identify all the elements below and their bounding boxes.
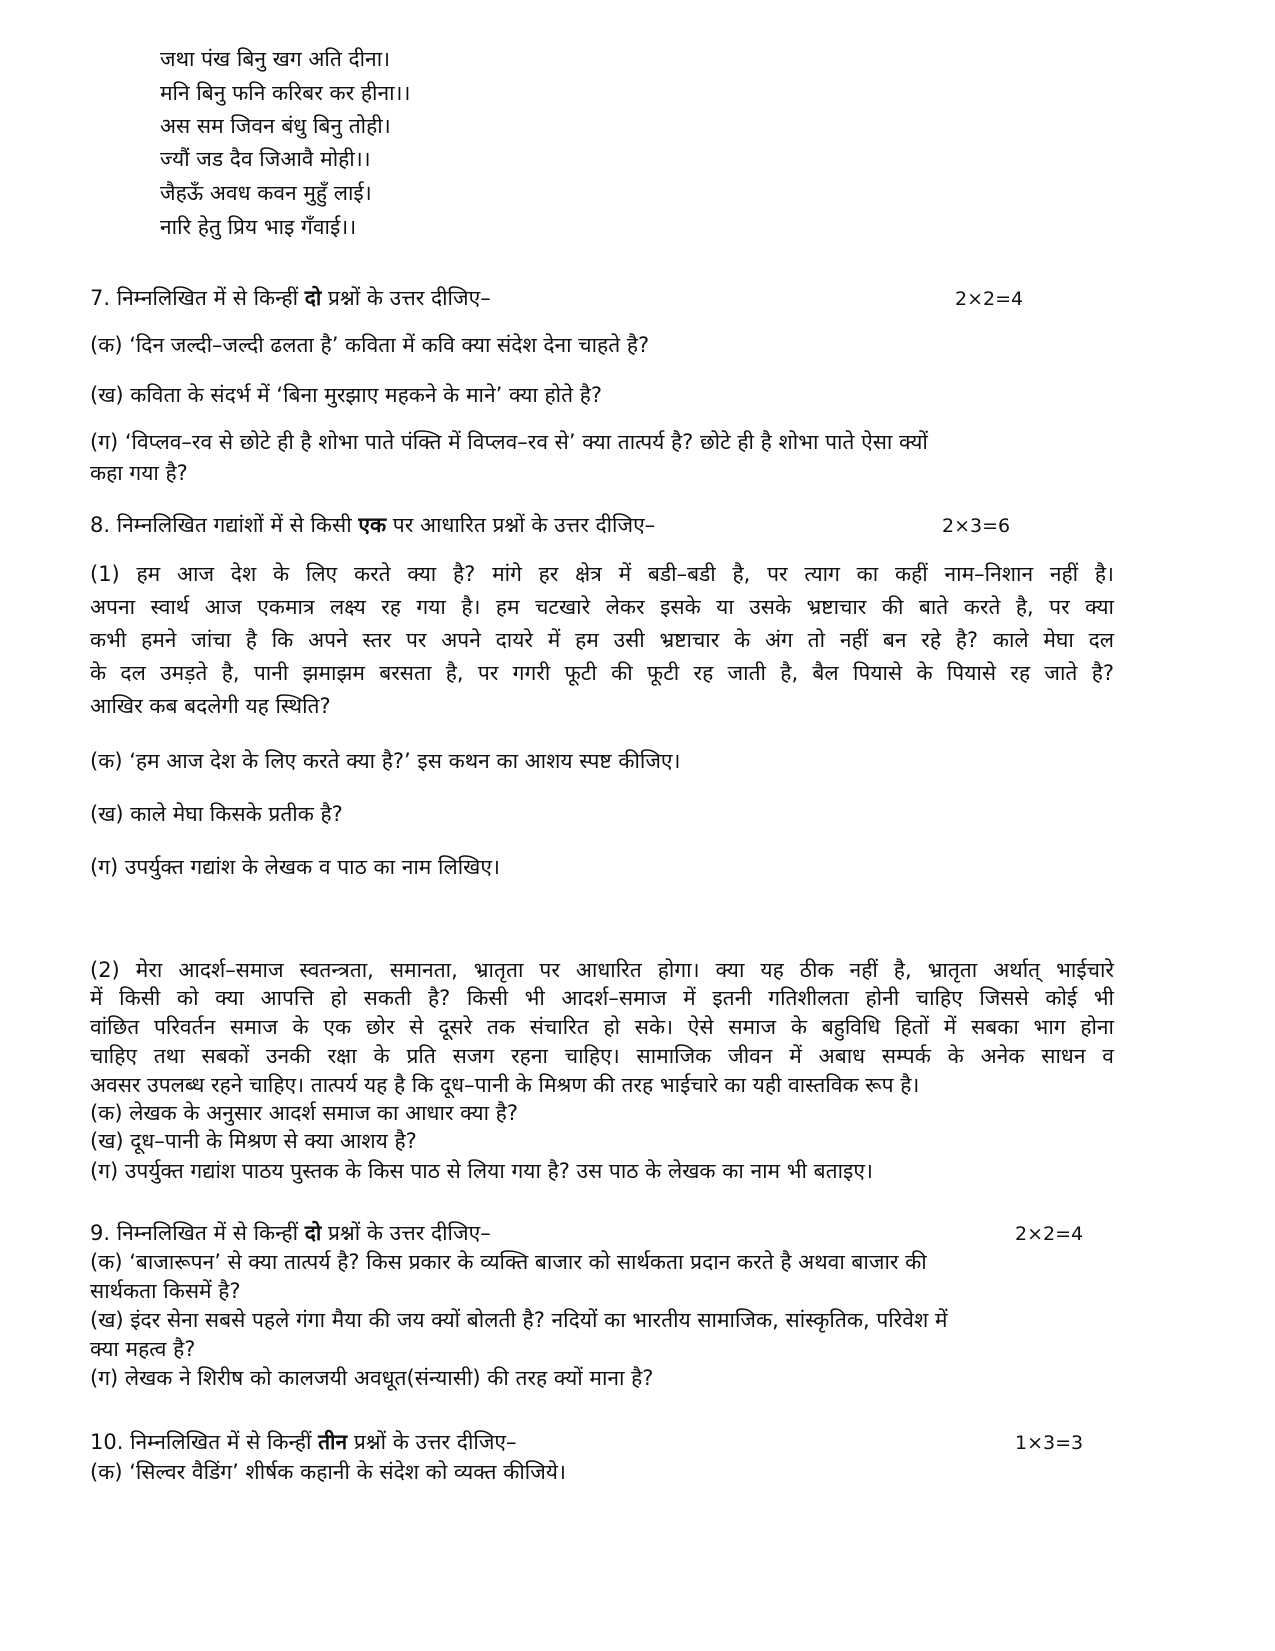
question-9-marks: 2×2=4 [1015, 1223, 1084, 1245]
question-9-part-c: (ग) लेखक ने शिरीष को कालजयी अवधूत(संन्यासी) की तरह क्यों माना है? [90, 1366, 654, 1390]
poem-line: जथा पंख बिनु खग अति दीना। [160, 47, 391, 71]
question-7-marks: 2×2=4 [955, 288, 1024, 310]
question-9-part-b-line2: क्या महत्व है? [90, 1337, 196, 1361]
question-7-heading: 7. निम्नलिखित में से किन्हीं दो प्रश्नों के उत्तर दीजिए– [90, 286, 491, 310]
passage-2-question-b: (ख) दूध–पानी के मिश्रण से क्या आशय है? [90, 1129, 417, 1153]
passage-2-question-c: (ग) उपर्युक्त गद्यांश पाठय पुस्तक के किस पाठ से लिया गया है? उस पाठ के लेखक का नाम भी बताइए। [90, 1159, 873, 1183]
passage-2-question-a: (क) लेखक के अनुसार आदर्श समाज का आधार क्या है? [90, 1101, 518, 1125]
poem-line: नारि हेतु प्रिय भाइ गँवाई।। [160, 215, 357, 239]
question-9-part-b-line1: (ख) इंदर सेना सबसे पहले गंगा मैया की जय क्यों बोलती है? नदियों का भारतीय सामाजिक, सांस्कृतिक, परिवेश में [90, 1308, 948, 1332]
passage-1-line: कभी हमने जांचा है कि अपने स्तर पर अपने दायरे में हम उसी भ्रष्टाचार के अंग तो नहीं बन रहे है? काले मेघा दल [90, 628, 1114, 652]
passage-1-line: के दल उमड़ते है, पानी झमाझम बरसता है, पर गगरी फूटी की फूटी रह जाती है, बैल पियासे के पियासे रह जाते है? [90, 661, 1114, 685]
question-7-part-b: (ख) कविता के संदर्भ में ‘बिना मुरझाए महकने के माने’ क्या होते है? [90, 383, 603, 407]
poem-line: अस सम जिवन बंधु बिनु तोही। [160, 114, 391, 138]
question-8-marks: 2×3=6 [942, 515, 1011, 537]
passage-2-line: वांछित परिवर्तन समाज के एक छोर से दूसरे तक संचारित हो सके। ऐसे समाज के बहुविधि हितों में सबका भाग होना [90, 1015, 1114, 1039]
poem-line: ज्यौं जड दैव जिआवै मोही।। [160, 147, 371, 171]
question-9-part-a-line2: सार्थकता किसमें है? [90, 1279, 241, 1303]
question-8-heading: 8. निम्नलिखित गद्यांशों में से किसी एक पर आधारित प्रश्नों के उत्तर दीजिए– [90, 513, 656, 537]
passage-1-question-c: (ग) उपर्युक्त गद्यांश के लेखक व पाठ का नाम लिखिए। [90, 855, 500, 879]
passage-1-question-a: (क) ‘हम आज देश के लिए करते क्या है?’ इस कथन का आशय स्पष्ट कीजिए। [90, 749, 681, 773]
passage-2-line: अवसर उपलब्ध रहने चाहिए। तात्पर्य यह है कि दूध–पानी के मिश्रण की तरह भाईचारे का यही वास्तविक रूप है। [90, 1073, 920, 1097]
question-10-part-a: (क) ‘सिल्वर वैडिंग’ शीर्षक कहानी के संदेश को व्यक्त कीजिये। [90, 1460, 566, 1484]
question-10-heading: 10. निम्नलिखित में से किन्हीं तीन प्रश्नों के उत्तर दीजिए– [90, 1430, 517, 1454]
passage-1-line: आखिर कब बदलेगी यह स्थिति? [90, 694, 331, 718]
question-10-marks: 1×3=3 [1015, 1432, 1084, 1454]
passage-2-line: (2) मेरा आदर्श–समाज स्वतन्त्रता, समानता, भ्रातृता पर आधारित होगा। क्या यह ठीक नहीं है, भ्रातृता अर्थात् भाईचारे [90, 958, 1114, 982]
passage-1-line: अपना स्वार्थ आज एकमात्र लक्ष्य रह गया है। हम चटखारे लेकर इसके या उसके भ्रष्टाचार की बाते करते है, पर क्या [90, 595, 1114, 619]
question-9-heading: 9. निम्नलिखित में से किन्हीं दो प्रश्नों के उत्तर दीजिए– [90, 1221, 491, 1245]
passage-1-line: (1) हम आज देश के लिए करते क्या है? मांगे हर क्षेत्र में बडी–बडी है, पर त्याग का कहीं नाम–निशान नहीं है। [90, 562, 1114, 586]
passage-2-line: में किसी को क्या आपत्ति हो सकती है? किसी भी आदर्श–समाज में इतनी गतिशीलता होनी चाहिए जिससे कोई भी [90, 986, 1114, 1010]
poem-line: मनि बिनु फनि करिबर कर हीना।। [160, 81, 411, 105]
question-7-part-c-line2: कहा गया है? [90, 461, 188, 485]
poem-line: जैहऊँ अवध कवन मुहुँ लाई। [160, 181, 372, 205]
passage-2-line: चाहिए तथा सबकों उनकी रक्षा के प्रति सजग रहना चाहिए। सामाजिक जीवन में अबाध सम्पर्क के अनेक साधन व [90, 1044, 1114, 1068]
question-7-part-c-line1: (ग) ‘विप्लव–रव से छोटे ही है शोभा पाते पंक्ति में विप्लव–रव से’ क्या तात्पर्य है? छोटे ही है शोभा पाते ऐसा क्यों [90, 430, 928, 454]
question-7-part-a: (क) ‘दिन जल्दी–जल्दी ढलता है’ कविता में कवि क्या संदेश देना चाहते है? [90, 333, 650, 357]
passage-1-question-b: (ख) काले मेघा किसके प्रतीक है? [90, 802, 343, 826]
question-9-part-a-line1: (क) ‘बाजारूपन’ से क्या तात्पर्य है? किस प्रकार के व्यक्ति बाजार को सार्थकता प्रदान करते है अथवा बाजार की [90, 1250, 927, 1274]
